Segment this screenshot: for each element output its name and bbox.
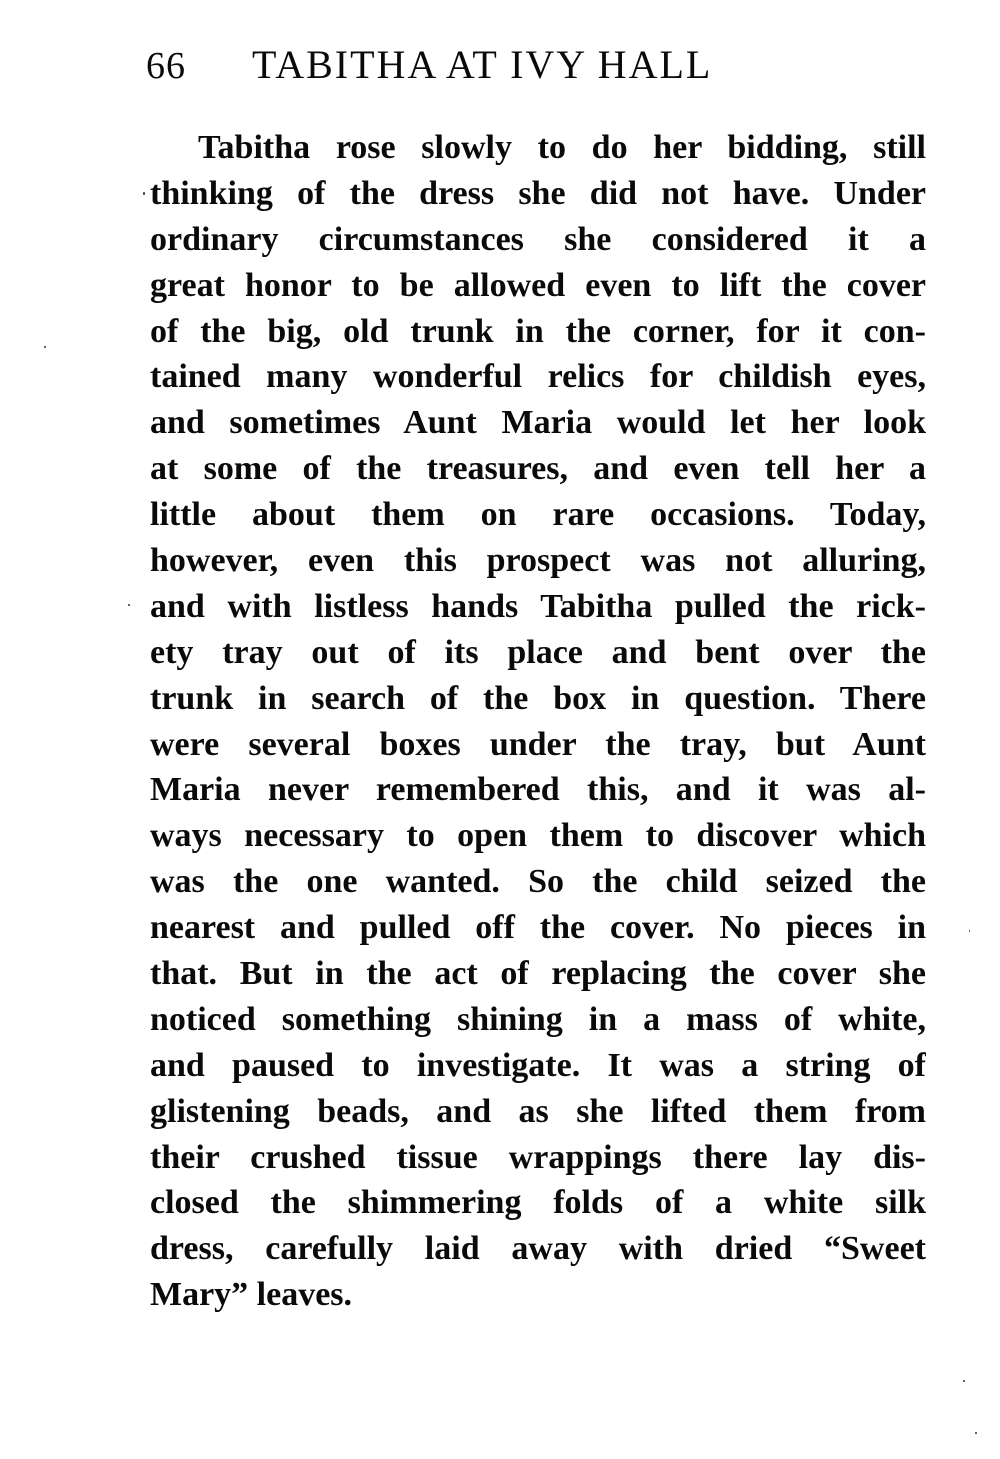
scan-speck xyxy=(44,346,46,348)
text-line: great honor to be allowed even to lift the cover xyxy=(150,266,926,304)
text-line: and sometimes Aunt Maria would let her look xyxy=(150,404,926,442)
text-line: closed the shimmering folds of a white silk xyxy=(150,1184,926,1222)
text-line: their crushed tissue wrappings there lay dis- xyxy=(150,1138,926,1176)
text-line: little about them on rare occasions. Today, xyxy=(150,496,926,534)
text-line: was the one wanted. So the child seized the xyxy=(150,863,926,901)
text-line: Maria never remembered this, and it was al- xyxy=(150,771,926,809)
text-line: at some of the treasures, and even tell her a xyxy=(150,450,926,488)
text-line: tained many wonderful relics for childish eyes, xyxy=(150,358,926,396)
text-line: ordinary circumstances she considered it a xyxy=(150,220,926,258)
text-line: glistening beads, and as she lifted them from xyxy=(150,1092,926,1130)
text-line: noticed something shining in a mass of white, xyxy=(150,1000,926,1038)
text-line: ways necessary to open them to discover which xyxy=(150,817,926,855)
scan-speck xyxy=(975,1432,977,1434)
scan-speck xyxy=(969,930,970,932)
book-title: TABITHA AT IVY HALL xyxy=(252,42,713,87)
text-line: however, even this prospect was not alluring, xyxy=(150,542,926,580)
text-line: were several boxes under the tray, but Aunt xyxy=(150,725,926,763)
text-line: nearest and pulled off the cover. No pieces in xyxy=(150,909,926,947)
running-head xyxy=(146,40,836,90)
text-line: thinking of the dress she did not have. Under xyxy=(150,174,926,212)
text-line: and with listless hands Tabitha pulled the rick- xyxy=(150,587,926,625)
text-line: dress, carefully laid away with dried “Sweet xyxy=(150,1230,926,1268)
text-line: ety tray out of its place and bent over the xyxy=(150,633,926,671)
text-line: Tabitha rose slowly to do her bidding, still xyxy=(198,129,926,166)
text-line: Mary” leaves. xyxy=(150,1276,353,1314)
page-number: 66 xyxy=(146,45,186,87)
text-line: trunk in search of the box in question. There xyxy=(150,679,926,717)
paragraph xyxy=(150,125,926,1318)
text-line: and paused to investigate. It was a string of xyxy=(150,1046,926,1084)
scan-speck xyxy=(128,604,130,606)
text-line: that. But in the act of replacing the cover she xyxy=(150,955,926,993)
scan-speck xyxy=(963,1380,965,1382)
text-line: of the big, old trunk in the corner, for it con- xyxy=(150,312,926,350)
scan-speck xyxy=(143,192,145,195)
